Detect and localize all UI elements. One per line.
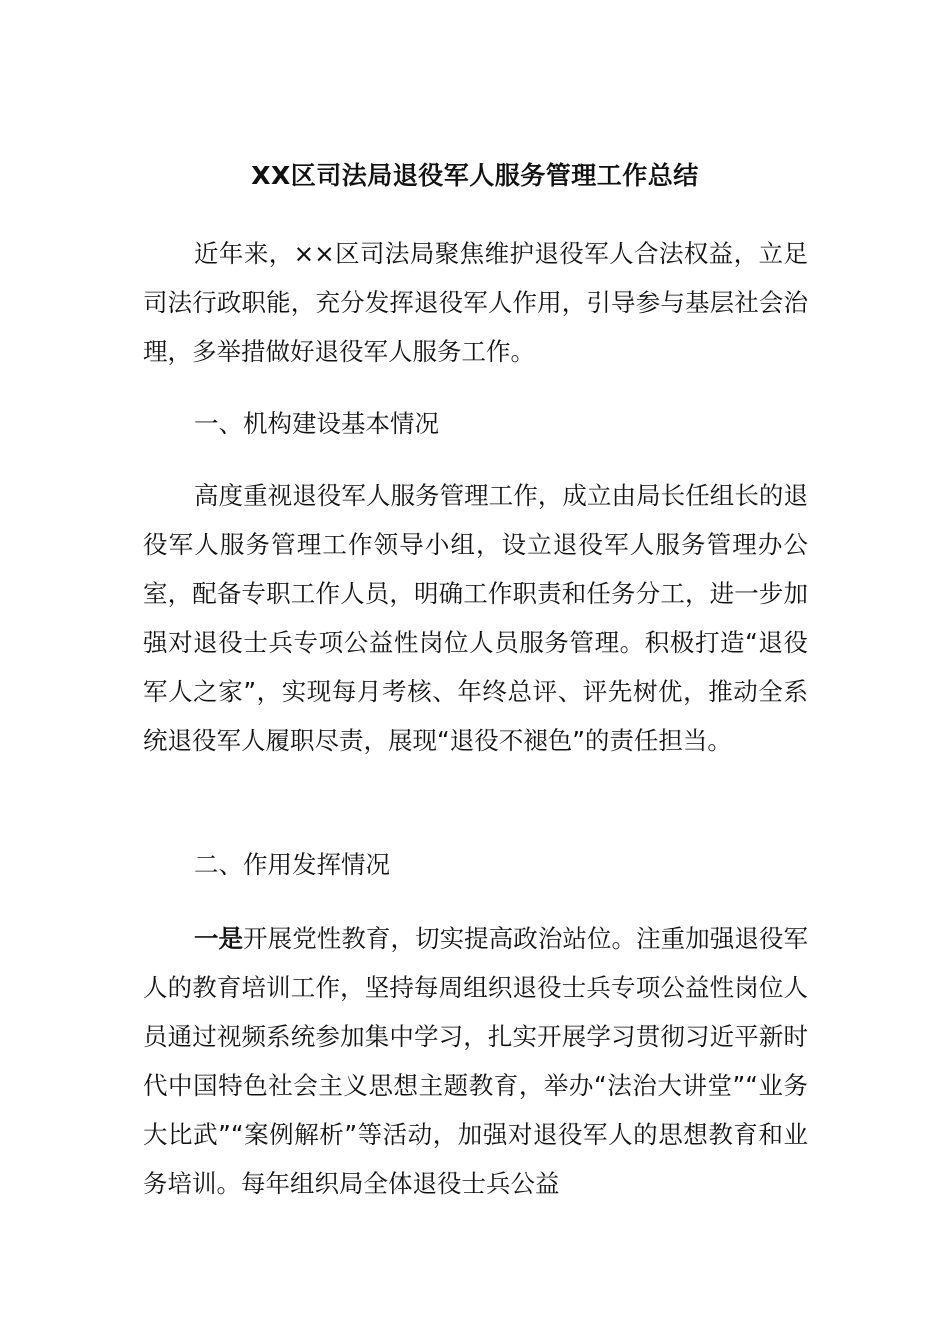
section-1-block <box>143 471 808 765</box>
document-title: XX区司法局退役军人服务管理工作总结 <box>251 161 699 190</box>
section-2-block <box>143 914 808 1208</box>
item-1-lead: 一是 <box>194 924 244 953</box>
section-2-heading-block <box>143 840 808 889</box>
item-1-text: 开展党性教育，切实提高政治站位。注重加强退役军人的教育培训工作，坚持每周组织退役士兵专项公益性岗位人员通过视频系统参加集中学习，扎实开展学习贯彻习近平新时代中国特色社会主义思想主题教育，举办“法治大讲堂”“业务大比武”“案例解析”等活动，加强对退役军人的思想教育和业务培训。每年组织局全体退役士兵公益 <box>143 924 808 1198</box>
section-1-heading: 一、机构建设基本情况 <box>194 409 439 438</box>
intro-paragraph: 近年来，××区司法局聚焦维护退役军人合法权益，立足司法行政职能，充分发挥退役军人作用，引导参与基层社会治理，多举措做好退役军人服务工作。 <box>143 239 808 366</box>
section-1-heading-block <box>143 399 808 448</box>
intro-block <box>143 229 808 376</box>
section-2-item-1 <box>143 914 808 1208</box>
section-1-paragraph: 高度重视退役军人服务管理工作，成立由局长任组长的退役军人服务管理工作领导小组，设立退役军人服务管理办公室，配备专职工作人员，明确工作职责和任务分工，进一步加强对退役士兵专项公益性岗位人员服务管理。积极打造“退役军人之家”，实现每月考核、年终总评、评先树优，推动全系统退役军人履职尽责，展现“退役不褪色”的责任担当。 <box>143 481 808 755</box>
section-2-heading: 二、作用发挥情况 <box>194 850 390 879</box>
